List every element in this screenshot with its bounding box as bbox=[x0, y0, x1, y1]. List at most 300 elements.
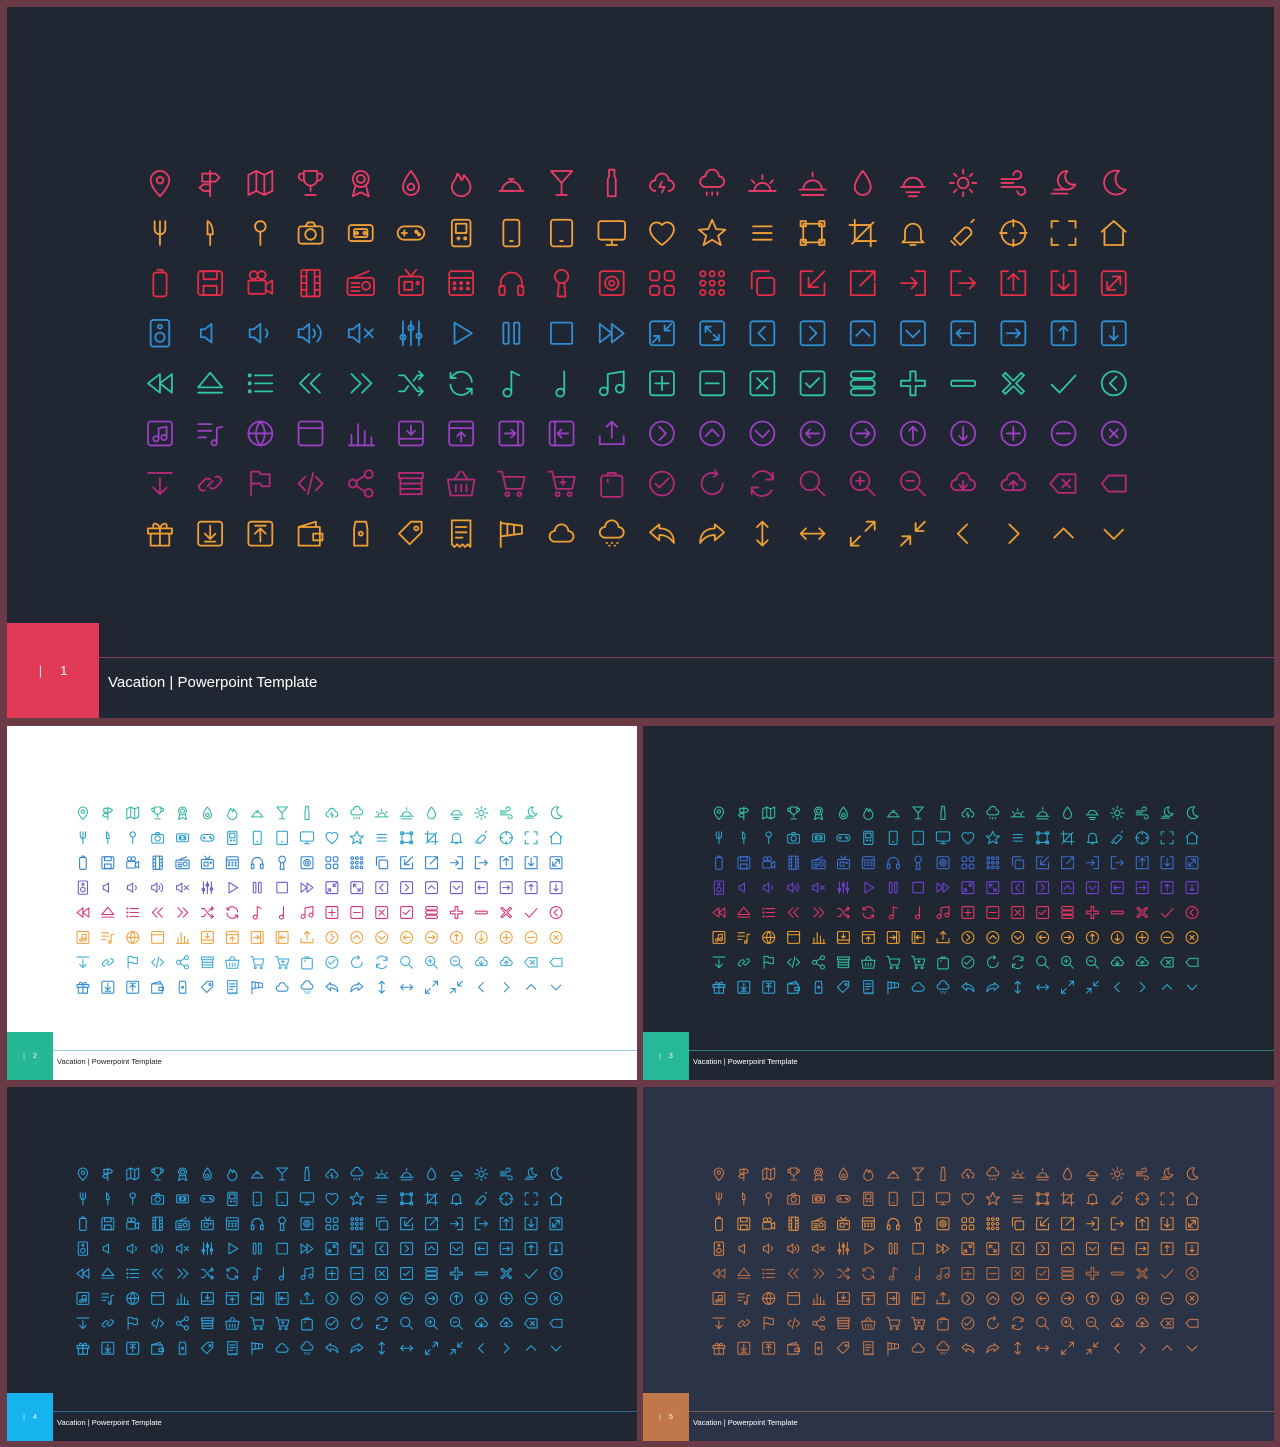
arrows-vertical-icon bbox=[379, 1342, 384, 1354]
refresh-icon bbox=[451, 372, 472, 395]
chevron-down-box-icon bbox=[450, 1243, 462, 1255]
chevron-down-circle-icon bbox=[376, 1292, 388, 1304]
expand-icon bbox=[550, 857, 562, 869]
arrows-horizontal-icon bbox=[401, 1346, 413, 1351]
floppy-disk-icon bbox=[102, 857, 114, 869]
music-note-icon bbox=[253, 1268, 261, 1281]
arrow-out-square-icon bbox=[851, 271, 875, 295]
trophy-icon bbox=[788, 807, 800, 819]
close-box-icon bbox=[750, 371, 774, 395]
slide-caption: Vacation | Powerpoint Template bbox=[108, 674, 318, 691]
crop-icon bbox=[849, 220, 876, 247]
camera-icon bbox=[788, 1194, 800, 1205]
link-icon bbox=[738, 959, 749, 966]
minus-icon bbox=[475, 911, 487, 914]
speaker-target-icon bbox=[937, 857, 949, 869]
refresh-icon bbox=[227, 1268, 238, 1280]
double-chevron-left-icon bbox=[788, 908, 798, 917]
sun-icon bbox=[950, 170, 977, 197]
spoon-icon bbox=[130, 1193, 135, 1205]
floppy-disk-icon bbox=[102, 1218, 114, 1230]
expand-icon bbox=[1186, 857, 1198, 869]
bar-chart-icon bbox=[813, 1294, 826, 1305]
arrow-left-circle-icon bbox=[1037, 931, 1049, 943]
slide-caption: Vacation | Powerpoint Template bbox=[57, 1418, 162, 1427]
arrow-right-box-icon bbox=[1001, 321, 1025, 345]
slide-number: 4 bbox=[32, 1413, 37, 1421]
music-album-icon bbox=[77, 931, 89, 943]
flag-icon bbox=[128, 956, 137, 968]
tablet-icon bbox=[913, 831, 924, 844]
crescent-moon-icon bbox=[1104, 171, 1126, 195]
badge-separator: | bbox=[38, 663, 43, 678]
gamepad-icon bbox=[201, 835, 214, 842]
cloud-upload-icon bbox=[500, 957, 512, 966]
arrow-down-circle-icon bbox=[475, 1292, 487, 1304]
eject-icon bbox=[738, 907, 750, 917]
floppy-disk-icon bbox=[198, 271, 222, 295]
cart-icon bbox=[251, 956, 264, 968]
arrow-down-box-icon bbox=[1186, 882, 1198, 894]
music-notes-icon bbox=[301, 1268, 313, 1280]
stop-icon bbox=[277, 1243, 288, 1254]
upload-tray-icon bbox=[862, 931, 874, 943]
wallet-icon bbox=[299, 522, 323, 546]
volume-high-icon bbox=[152, 883, 163, 892]
shrink-box-icon bbox=[962, 1243, 974, 1255]
rewind-icon bbox=[713, 908, 725, 917]
check-box-icon bbox=[401, 1268, 413, 1280]
windsock-icon bbox=[888, 981, 899, 994]
floppy-disk-icon bbox=[738, 1218, 750, 1230]
cloud-upload-icon bbox=[1136, 957, 1148, 966]
icon-grid bbox=[7, 1087, 637, 1441]
pause-icon bbox=[253, 1243, 261, 1254]
flag-icon bbox=[128, 1317, 137, 1329]
menu-lines-icon bbox=[377, 1196, 386, 1203]
award-ribbon-icon bbox=[815, 1168, 823, 1181]
maximize-icon bbox=[1062, 1342, 1074, 1354]
minus-circle-icon bbox=[1161, 1292, 1173, 1304]
playlist-icon bbox=[198, 424, 222, 445]
share-icon bbox=[349, 470, 373, 497]
headphones-icon bbox=[887, 857, 899, 868]
sign-out-box-icon bbox=[912, 1292, 924, 1304]
fork-icon bbox=[155, 221, 166, 245]
tag-icon bbox=[399, 522, 422, 545]
playlist-icon bbox=[102, 933, 114, 944]
water-drop-icon bbox=[428, 1168, 436, 1180]
tv-icon bbox=[399, 270, 423, 295]
price-tag-icon bbox=[179, 1342, 186, 1354]
focus-frame-icon bbox=[1052, 221, 1076, 245]
knife-icon bbox=[743, 1193, 746, 1205]
sign-out-icon bbox=[1111, 857, 1123, 869]
minus-box-icon bbox=[700, 371, 724, 395]
browser-window-icon bbox=[152, 931, 164, 943]
handheld-console-icon bbox=[228, 1192, 237, 1205]
cloud-drizzle-icon bbox=[600, 520, 624, 545]
focus-frame-icon bbox=[525, 1193, 537, 1205]
gift-icon bbox=[713, 1343, 725, 1354]
speaker-icon bbox=[714, 1242, 723, 1255]
check-icon bbox=[525, 909, 537, 918]
x-icon bbox=[1003, 373, 1024, 394]
signpost-icon bbox=[739, 807, 749, 820]
reply-icon bbox=[326, 1344, 338, 1353]
menu-lines-icon bbox=[377, 835, 386, 842]
chevron-left-box-icon bbox=[1012, 1243, 1024, 1255]
zoom-out-icon bbox=[1086, 956, 1098, 968]
arrow-left-box-icon bbox=[475, 1243, 487, 1255]
fast-forward-icon bbox=[301, 883, 313, 892]
star-icon bbox=[986, 1192, 999, 1205]
grid-four-icon bbox=[650, 271, 674, 295]
zoom-in-icon bbox=[851, 472, 875, 496]
sliders-icon bbox=[838, 1243, 849, 1255]
footer-divider bbox=[689, 1050, 1274, 1051]
double-chevron-right-icon bbox=[178, 908, 188, 917]
cloud-download-icon bbox=[475, 957, 487, 966]
calculator-icon bbox=[862, 1218, 874, 1230]
chevron-up-box-icon bbox=[851, 321, 875, 345]
signpost-icon bbox=[739, 1168, 749, 1181]
signpost-icon bbox=[103, 1168, 113, 1181]
fork-icon bbox=[716, 832, 721, 844]
arrows-horizontal-icon bbox=[401, 985, 413, 990]
cloud-download-icon bbox=[951, 473, 975, 490]
volume-high-icon bbox=[152, 1244, 163, 1253]
sliders-icon bbox=[202, 1243, 213, 1255]
reply-icon bbox=[962, 983, 974, 992]
receipt-icon bbox=[452, 520, 471, 547]
tag-label-icon bbox=[550, 958, 562, 966]
handheld-console-icon bbox=[864, 1192, 873, 1205]
chevron-up-icon bbox=[1163, 1346, 1172, 1351]
search-icon bbox=[401, 1317, 413, 1329]
bell-ringing-icon bbox=[1111, 1192, 1122, 1205]
globe-icon bbox=[763, 931, 775, 943]
upload-tray-icon bbox=[862, 1292, 874, 1304]
check-icon bbox=[1052, 375, 1076, 392]
headphones-icon bbox=[251, 1218, 263, 1229]
wallet-icon bbox=[788, 981, 800, 993]
x-icon bbox=[1137, 907, 1148, 918]
sunrise-icon bbox=[375, 1170, 388, 1178]
windsock-icon bbox=[888, 1342, 899, 1355]
mute-icon bbox=[177, 883, 189, 892]
music-note-2-icon bbox=[279, 1268, 283, 1281]
volume-off-icon bbox=[201, 324, 212, 343]
share-upload-icon bbox=[301, 931, 313, 942]
sunset-icon bbox=[1036, 808, 1049, 819]
double-chevron-right-icon bbox=[351, 374, 371, 393]
cloud-drizzle-icon bbox=[937, 981, 949, 994]
double-chevron-right-icon bbox=[814, 1269, 824, 1278]
map-icon bbox=[763, 1168, 775, 1180]
play-icon bbox=[229, 1243, 238, 1254]
signpost-icon bbox=[200, 171, 220, 196]
arrow-up-circle-icon bbox=[1086, 1292, 1098, 1304]
list-icon bbox=[127, 908, 139, 917]
monitor-icon bbox=[598, 221, 625, 245]
x-icon bbox=[501, 907, 512, 918]
redo-circle-icon bbox=[988, 956, 999, 968]
search-icon bbox=[1037, 1317, 1049, 1329]
camera-icon bbox=[152, 833, 164, 844]
chevron-up-box-icon bbox=[426, 1243, 438, 1255]
sign-in-icon bbox=[1086, 857, 1098, 869]
microphone-icon bbox=[279, 856, 286, 869]
food-cloche-icon bbox=[499, 179, 523, 191]
plus-circle-icon bbox=[500, 1292, 512, 1304]
basket-icon bbox=[448, 472, 475, 496]
minus-box-icon bbox=[351, 907, 363, 919]
cloud-download-icon bbox=[475, 1318, 487, 1327]
arrow-down-circle-icon bbox=[1111, 931, 1123, 943]
cloud-icon bbox=[276, 1344, 288, 1353]
pause-icon bbox=[503, 323, 519, 344]
film-strip-icon bbox=[153, 1217, 162, 1230]
download-arrow-icon bbox=[77, 957, 89, 968]
plus-icon bbox=[1086, 907, 1098, 919]
chevron-down-box-icon bbox=[1086, 882, 1098, 894]
grid-four-icon bbox=[962, 1218, 974, 1230]
close-box-icon bbox=[376, 1268, 388, 1280]
check-circle-icon bbox=[326, 956, 338, 968]
share-upload-icon bbox=[937, 931, 949, 942]
browser-window-icon bbox=[152, 1292, 164, 1304]
stack-icon bbox=[1062, 1268, 1074, 1280]
sun-horizon-icon bbox=[450, 1171, 462, 1180]
cocktail-glass-icon bbox=[277, 807, 288, 819]
check-circle-icon bbox=[326, 1317, 338, 1329]
sign-in-icon bbox=[1086, 1218, 1098, 1230]
chevron-left-circle-icon bbox=[1102, 371, 1126, 395]
chevron-down-icon bbox=[1187, 985, 1196, 990]
x-circle-icon bbox=[1102, 421, 1126, 445]
backspace-icon bbox=[1161, 1319, 1174, 1328]
chevron-left-box-icon bbox=[750, 321, 774, 345]
download-tray-icon bbox=[399, 421, 423, 445]
speaker-target-icon bbox=[937, 1218, 949, 1230]
speaker-icon bbox=[151, 320, 170, 347]
food-cloche-icon bbox=[251, 1172, 263, 1178]
chevron-right-box-icon bbox=[401, 1243, 413, 1255]
heart-icon bbox=[650, 222, 674, 245]
pause-icon bbox=[253, 882, 261, 893]
battery-icon bbox=[80, 1217, 87, 1230]
minus-circle-icon bbox=[525, 1292, 537, 1304]
x-circle-icon bbox=[550, 931, 562, 943]
shuffle-icon bbox=[837, 1268, 849, 1280]
water-drop-icon bbox=[855, 171, 871, 195]
chevron-left-icon bbox=[1115, 1344, 1120, 1353]
music-note-2-icon bbox=[915, 1268, 919, 1281]
sun-horizon-icon bbox=[1086, 1171, 1098, 1180]
sync-icon bbox=[376, 1317, 387, 1329]
arrow-in-square-icon bbox=[801, 271, 825, 295]
chevron-left-circle-icon bbox=[550, 1268, 562, 1280]
arrow-up-box-icon bbox=[525, 1243, 537, 1255]
slide-3[interactable] bbox=[643, 726, 1274, 1080]
plus-box-icon bbox=[326, 1268, 338, 1280]
microphone-icon bbox=[915, 856, 922, 869]
arrow-in-square-icon bbox=[401, 857, 413, 869]
mute-icon bbox=[813, 1244, 825, 1253]
fire-drop-icon bbox=[839, 807, 847, 819]
film-strip-icon bbox=[153, 856, 162, 869]
rewind-icon bbox=[713, 1269, 725, 1278]
check-circle-icon bbox=[962, 1317, 974, 1329]
eject-icon bbox=[102, 907, 114, 917]
check-box-icon bbox=[401, 907, 413, 919]
copy-icon bbox=[1012, 1218, 1023, 1230]
radio-icon bbox=[812, 1218, 825, 1230]
wind-icon bbox=[500, 1168, 512, 1180]
bottle-icon bbox=[941, 1167, 945, 1180]
code-icon bbox=[299, 473, 323, 494]
chevron-down-box-icon bbox=[901, 321, 925, 345]
rewind-icon bbox=[77, 1269, 89, 1278]
chevron-left-box-icon bbox=[376, 1243, 388, 1255]
share-upload-icon bbox=[937, 1292, 949, 1303]
receipt-icon bbox=[228, 1342, 237, 1355]
reply-icon bbox=[650, 524, 674, 543]
bar-chart-icon bbox=[177, 933, 190, 944]
minus-box-icon bbox=[351, 1268, 363, 1280]
monitor-icon bbox=[300, 1193, 313, 1205]
footer-divider bbox=[53, 1050, 637, 1051]
microphone-icon bbox=[279, 1217, 286, 1230]
sign-in-icon bbox=[450, 857, 462, 869]
chevron-up-circle-icon bbox=[351, 931, 363, 943]
price-tag-icon bbox=[815, 1342, 822, 1354]
share-icon bbox=[177, 956, 189, 969]
chevron-left-circle-icon bbox=[1186, 1268, 1198, 1280]
slide-5[interactable] bbox=[643, 1087, 1274, 1441]
bell-ringing-icon bbox=[951, 220, 974, 245]
volume-high-icon bbox=[788, 883, 799, 892]
gamepad-icon bbox=[201, 1196, 214, 1203]
minus-icon bbox=[1111, 911, 1123, 914]
gamepad-icon bbox=[398, 226, 425, 239]
search-icon bbox=[801, 472, 825, 496]
moon-cloud-icon bbox=[1161, 807, 1173, 818]
minus-circle-icon bbox=[1052, 421, 1076, 445]
rewind-icon bbox=[77, 908, 89, 917]
upload-tray-icon bbox=[226, 931, 238, 943]
headphones-icon bbox=[499, 273, 523, 296]
battery-icon bbox=[716, 1217, 723, 1230]
icon-grid bbox=[643, 726, 1274, 1080]
cocktail-glass-icon bbox=[551, 171, 572, 195]
food-cloche-icon bbox=[251, 811, 263, 817]
mute-icon bbox=[813, 883, 825, 892]
camera-icon bbox=[152, 1194, 164, 1205]
download-tray-icon bbox=[201, 931, 213, 943]
sign-in-icon bbox=[450, 1218, 462, 1230]
sign-in-box-icon bbox=[251, 1292, 263, 1304]
x-circle-icon bbox=[550, 1292, 562, 1304]
chevron-down-circle-icon bbox=[376, 931, 388, 943]
double-chevron-right-icon bbox=[178, 1269, 188, 1278]
arrows-horizontal-icon bbox=[801, 528, 825, 539]
fullscreen-box-icon bbox=[351, 882, 363, 894]
download-arrow-icon bbox=[77, 1318, 89, 1329]
heart-icon bbox=[326, 833, 338, 844]
stop-icon bbox=[551, 323, 572, 344]
check-box-icon bbox=[801, 371, 825, 395]
slide-4[interactable] bbox=[7, 1087, 637, 1441]
x-circle-icon bbox=[1186, 931, 1198, 943]
download-tray-icon bbox=[837, 1292, 849, 1304]
slide-number-badge bbox=[643, 1393, 689, 1441]
bounding-box-icon bbox=[801, 221, 825, 245]
radio-icon bbox=[176, 857, 189, 869]
sync-icon bbox=[1012, 956, 1023, 968]
tablet-icon bbox=[913, 1192, 924, 1205]
cloud-icon bbox=[912, 983, 924, 992]
maximize-icon bbox=[851, 522, 875, 546]
slide-2[interactable] bbox=[7, 726, 637, 1080]
moon-cloud-icon bbox=[1161, 1168, 1173, 1179]
price-tag-icon bbox=[354, 522, 367, 546]
backspace-icon bbox=[1161, 958, 1174, 967]
plus-box-icon bbox=[962, 1268, 974, 1280]
sun-icon bbox=[1111, 1167, 1124, 1180]
sunset-icon bbox=[1036, 1169, 1049, 1180]
shrink-box-icon bbox=[650, 321, 674, 345]
map-icon bbox=[127, 807, 139, 819]
list-icon bbox=[763, 1269, 775, 1278]
sign-out-icon bbox=[475, 857, 487, 869]
check-box-icon bbox=[1037, 1268, 1049, 1280]
globe-icon bbox=[248, 421, 272, 445]
plus-icon bbox=[450, 907, 462, 919]
cocktail-glass-icon bbox=[913, 807, 924, 819]
gamepad-icon bbox=[837, 1196, 850, 1203]
chevron-down-icon bbox=[551, 1346, 560, 1351]
heart-icon bbox=[326, 1194, 338, 1205]
slide-1[interactable] bbox=[7, 7, 1274, 718]
chevron-up-box-icon bbox=[1062, 1243, 1074, 1255]
grid-nine-icon bbox=[987, 857, 999, 869]
upload-box-icon bbox=[500, 1218, 512, 1230]
fast-forward-icon bbox=[600, 324, 624, 343]
star-icon bbox=[986, 831, 999, 844]
music-note-icon bbox=[503, 371, 519, 396]
slide-caption: Vacation | Powerpoint Template bbox=[693, 1057, 798, 1066]
chevron-left-box-icon bbox=[1012, 882, 1024, 894]
bell-icon bbox=[1087, 833, 1098, 844]
menu-lines-icon bbox=[753, 226, 772, 239]
arrow-left-box-icon bbox=[1111, 1243, 1123, 1255]
spoon-icon bbox=[255, 221, 266, 245]
chevron-left-icon bbox=[958, 524, 967, 543]
download-square-icon bbox=[198, 522, 222, 546]
cloud-lightning-icon bbox=[962, 808, 974, 817]
download-box-icon bbox=[1161, 857, 1173, 869]
shuffle-icon bbox=[201, 907, 213, 919]
stop-icon bbox=[277, 882, 288, 893]
refresh-icon bbox=[227, 907, 238, 919]
volume-off-icon bbox=[739, 1244, 744, 1253]
calculator-icon bbox=[449, 271, 473, 295]
chevron-down-icon bbox=[1104, 530, 1123, 539]
handheld-console-icon bbox=[452, 220, 471, 247]
stack-icon bbox=[426, 1268, 438, 1280]
